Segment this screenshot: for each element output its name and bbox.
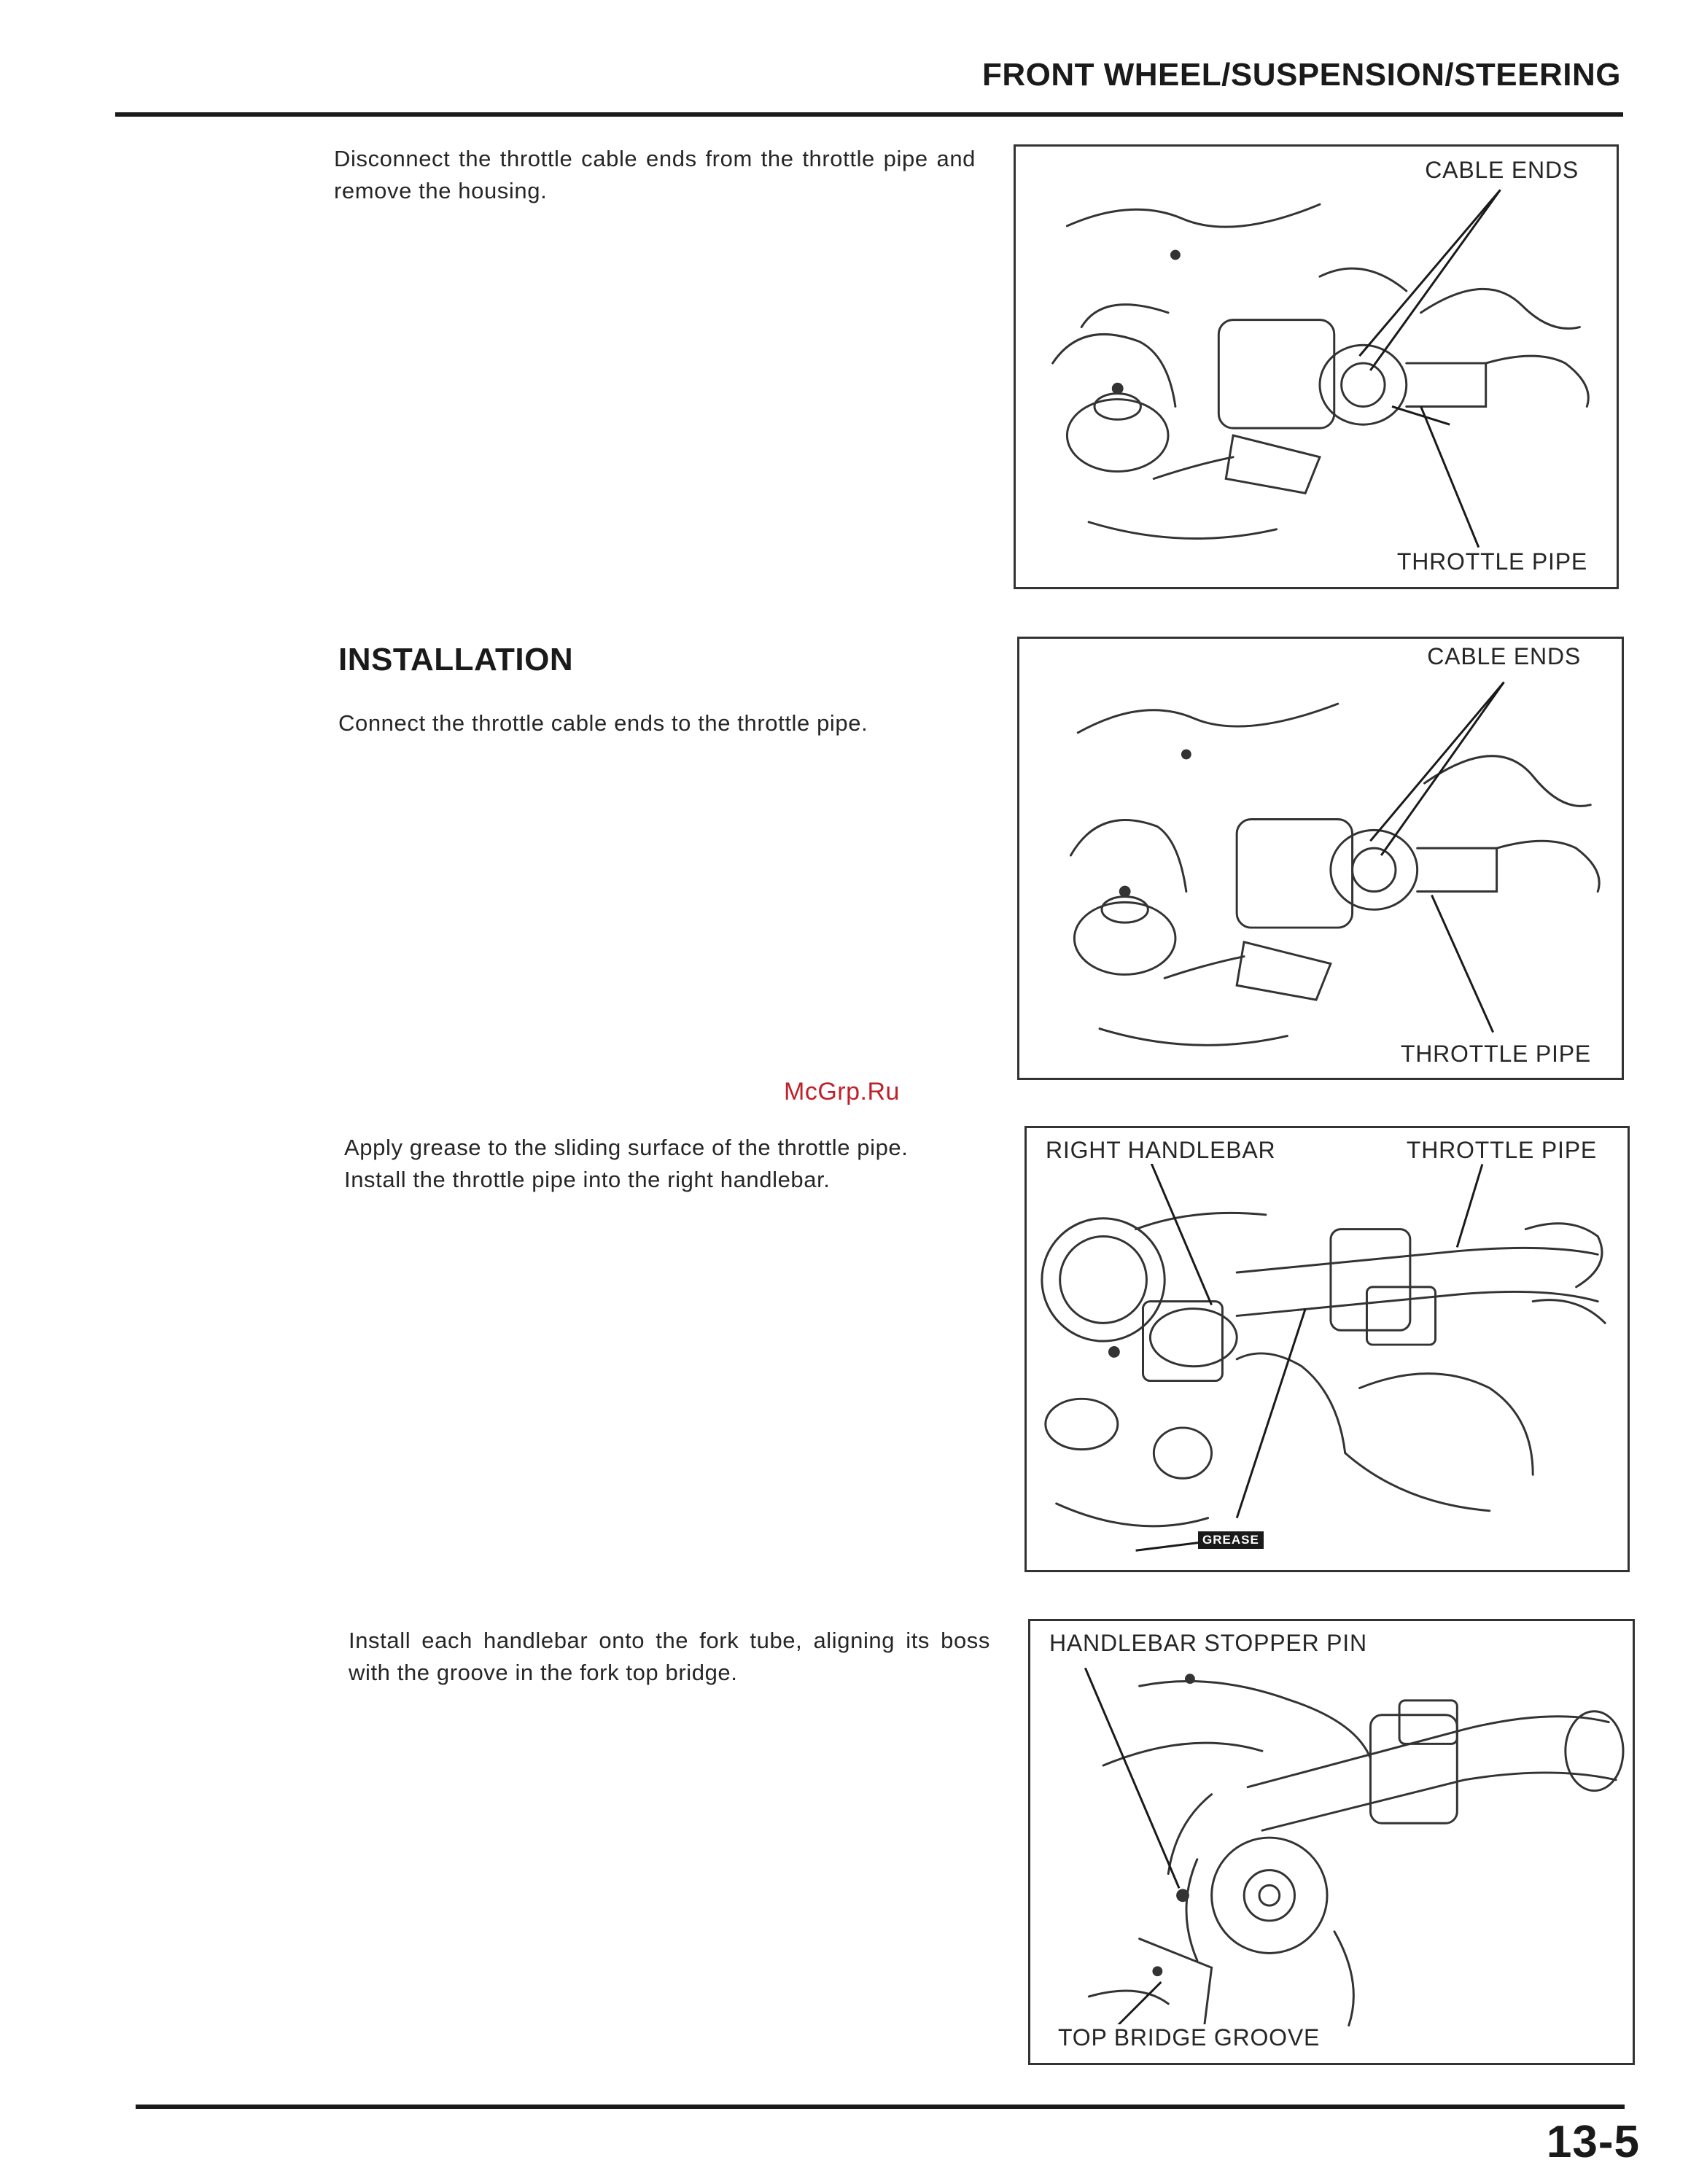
- figure-install-handlebar: [1028, 1619, 1635, 2065]
- handlebar-install-illustration: [1027, 1128, 1628, 1570]
- throttle-housing-illustration: [1019, 639, 1622, 1078]
- watermark-text: McGrp.Ru: [784, 1078, 900, 1105]
- callout-throttle-pipe: THROTTLE PIPE: [1404, 1137, 1600, 1164]
- step-disconnect-text: Disconnect the throttle cable ends from the throttle pipe and remove the housing.: [334, 146, 976, 203]
- callout-top-bridge-groove: TOP BRIDGE GROOVE: [1055, 2024, 1323, 2051]
- step-connect-text: Connect the throttle cable ends to the throttle pipe.: [338, 710, 868, 736]
- section-heading-installation: INSTALLATION: [338, 642, 574, 677]
- step-grease-block: [344, 1132, 986, 1196]
- grease-symbol: GREASE: [1198, 1531, 1264, 1549]
- throttle-housing-illustration: [1016, 147, 1617, 587]
- page-header-title: FRONT WHEEL/SUSPENSION/STEERING: [981, 57, 1621, 93]
- fork-top-bridge-illustration: [1030, 1621, 1633, 2063]
- step-install-pipe-text: Install the throttle pipe into the right handlebar.: [344, 1167, 831, 1192]
- figure-disconnect-cables: [1014, 144, 1619, 589]
- step-grease-text: Apply grease to the sliding surface of the throttle pipe.: [344, 1135, 909, 1160]
- callout-cable-ends: CABLE ENDS: [1424, 643, 1584, 670]
- callout-throttle-pipe: THROTTLE PIPE: [1398, 1041, 1594, 1068]
- header-rule: [115, 112, 1623, 117]
- callout-cable-ends: CABLE ENDS: [1422, 157, 1582, 184]
- step-install-handlebar-text: Install each handlebar onto the fork tube, aligning its boss with the groove in the fork top bridge.: [349, 1628, 990, 1685]
- figure-connect-cables: [1017, 637, 1624, 1080]
- page-number: 13-5: [1546, 2117, 1640, 2167]
- callout-throttle-pipe: THROTTLE PIPE: [1394, 548, 1590, 575]
- callout-handlebar-stopper-pin: HANDLEBAR STOPPER PIN: [1046, 1630, 1370, 1657]
- figure-install-throttle-pipe: [1024, 1126, 1630, 1572]
- callout-right-handlebar: RIGHT HANDLEBAR: [1043, 1137, 1278, 1164]
- footer-rule: [136, 2105, 1625, 2109]
